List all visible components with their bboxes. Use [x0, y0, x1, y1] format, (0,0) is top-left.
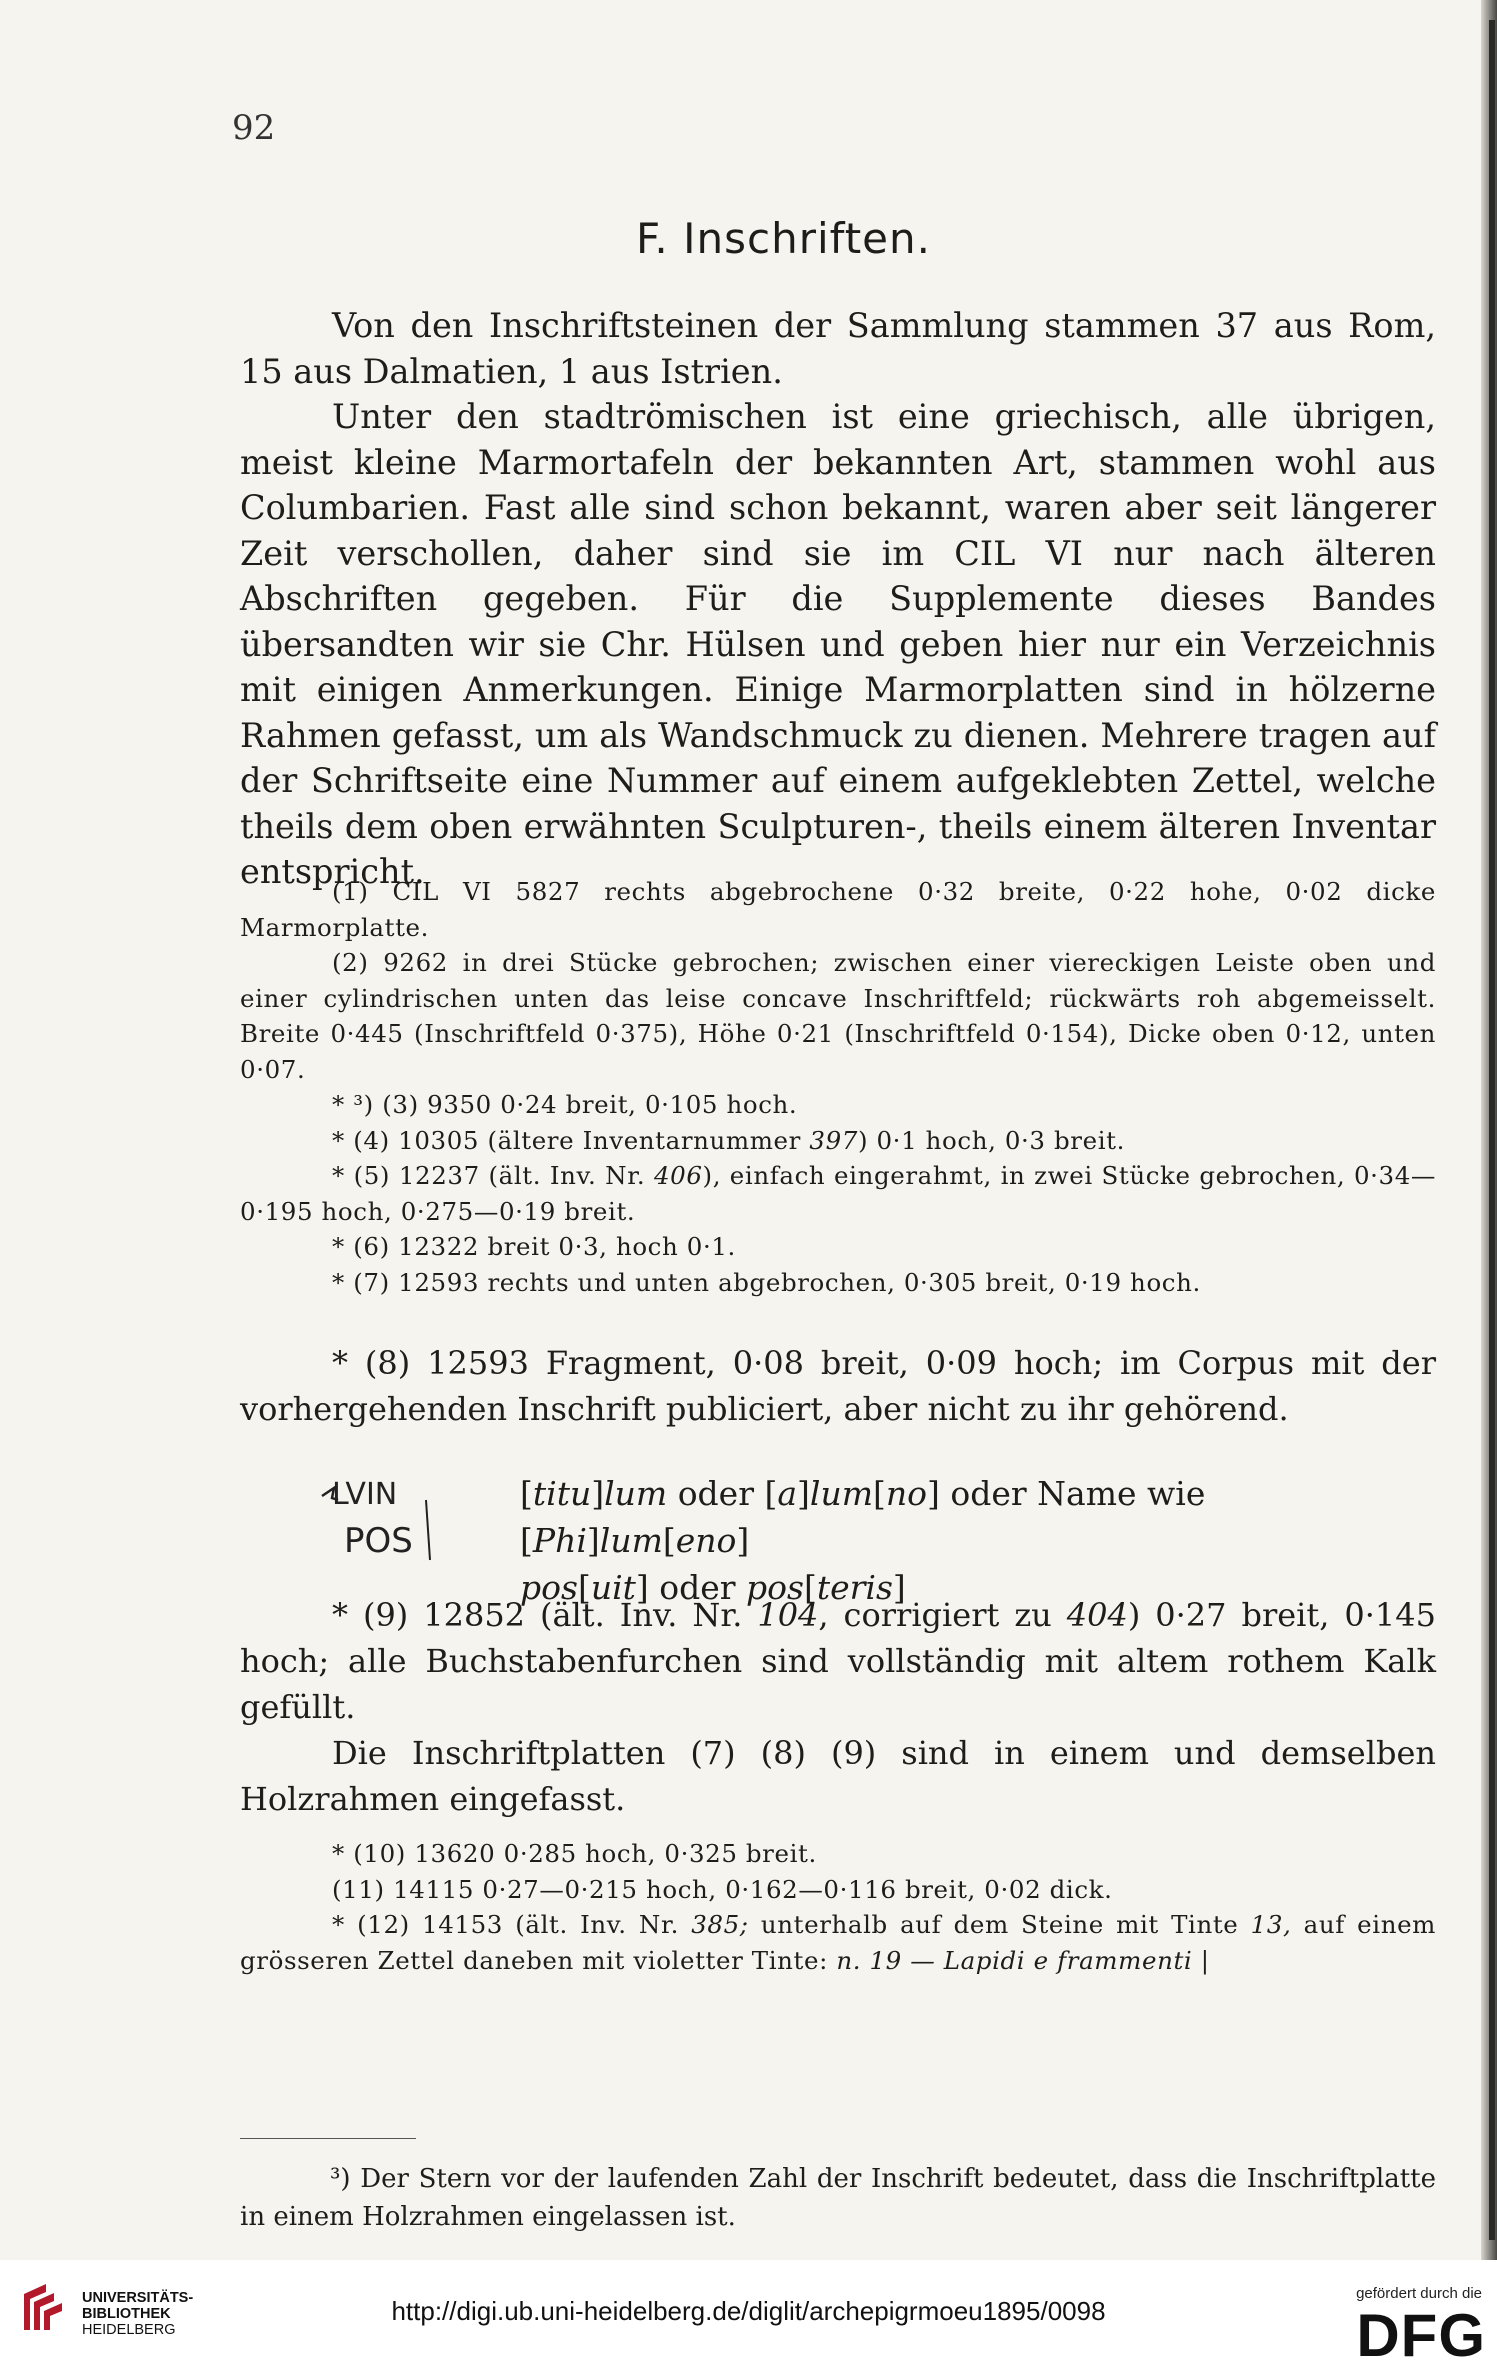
- entry-10: * (10) 13620 0·285 hoch, 0·325 breit.: [332, 1839, 817, 1868]
- section-title: F. Inschriften.: [636, 214, 931, 263]
- bracket: [: [577, 1568, 591, 1607]
- bracket: [: [662, 1521, 676, 1560]
- preserved-text: lum: [604, 1474, 668, 1513]
- library-line-2: BIBLIOTHEK: [82, 2306, 171, 2322]
- intro-paragraph-1: Von den Inschriftsteinen der Sammlung stammen 37 aus Rom, 15 aus Dalmatien, 1 aus Istrien.: [240, 306, 1436, 391]
- bracket: [: [803, 1568, 817, 1607]
- supplement: Phi: [532, 1521, 587, 1560]
- entry-9-inv-number: 104: [757, 1596, 819, 1634]
- bracket: ]: [586, 1521, 600, 1560]
- connector: oder [: [667, 1474, 778, 1513]
- entry-2: (2) 9262 in drei Stücke gebrochen; zwischen einer viereckigen Leiste oben und einer cylindrischen unten das leise concave Inschriftfeld; rückwärts roh abgemeisselt. Breite 0·445 (Inschriftfeld 0·375), Höhe 0·21 (Inschriftfeld 0·154), Dicke oben 0·12, unten 0·07.: [240, 948, 1436, 1084]
- entry-5: [240, 1158, 1436, 1229]
- intro-paragraph-2: Unter den stadtrömischen ist eine griechisch, alle übrigen, meist kleine Marmortafeln der bekannten Art, stammen wohl aus Columbarien. Fast alle sind schon bekannt, waren aber seit längerer Zeit verschollen, daher sind sie im CIL VI nur nach älteren Abschriften gegeben. Für die Supplemente dieses Bandes übersandten wir sie Chr. Hülsen und geben hier nur ein Verzeichnis mit einigen Anmerkungen. Einige Marmorplatten sind in hölzerne Rahmen gefasst, um als Wandschmuck zu dienen. Mehrere tragen auf der Schriftseite eine Nummer auf einem aufgeklebten Zettel, welche theils dem oben erwähnten Sculpturen-, theils einem älteren Inventar entspricht.: [240, 397, 1436, 891]
- entry-8: * (8) 12593 Fragment, 0·08 breit, 0·09 hoch; im Corpus mit der vorhergehenden Inschrift publiciert, aber nicht zu ihr gehörend.: [240, 1344, 1436, 1428]
- entries-list-1: [240, 874, 1436, 1300]
- funding-note: gefördert durch die: [1356, 2285, 1482, 2302]
- entry-5-text-a: * (5) 12237 (ält. Inv. Nr.: [332, 1161, 654, 1190]
- permalink-url[interactable]: http://digi.ub.uni-heidelberg.de/diglit/archepigrmoeu1895/0098: [391, 2296, 1106, 2326]
- footnote-block: [240, 2160, 1436, 2236]
- bracket: [: [873, 1474, 886, 1513]
- entry-9-text-b: , corrigiert zu: [818, 1596, 1067, 1634]
- entry-7: * (7) 12593 rechts und unten abgebrochen, 0·305 breit, 0·19 hoch.: [332, 1267, 1201, 1297]
- bracket: [: [520, 1474, 533, 1513]
- footnote: ³) Der Stern vor der laufenden Zahl der Inschrift bedeutet, dass die Inschriftplatte in einem Holzrahmen eingelassen ist.: [240, 2164, 1436, 2232]
- supplement: a: [777, 1474, 798, 1513]
- entry-4-text-b: ) 0·1 hoch, 0·3 breit.: [857, 1125, 1125, 1155]
- preserved-text: lum: [599, 1521, 663, 1560]
- preserved-text: pos: [520, 1568, 578, 1607]
- entry-12-text-a: * (12) 14153 (ält. Inv. Nr.: [332, 1910, 692, 1939]
- bracket: ]: [797, 1474, 810, 1513]
- library-line-3: HEIDELBERG: [82, 2322, 176, 2338]
- entry-3-star: * ³): [332, 1090, 374, 1119]
- entry-11: (11) 14115 0·27—0·215 hoch, 0·162—0·116 breit, 0·02 dick.: [332, 1874, 1113, 1904]
- entry-9-block: [240, 1592, 1436, 1822]
- entry-12-label-text: n. 19 — Lapidi e frammenti: [836, 1945, 1193, 1975]
- frames-note: Die Inschriftplatten (7) (8) (9) sind in einem und demselben Holzrahmen eingefasst.: [240, 1734, 1436, 1818]
- bracket: ]: [892, 1568, 906, 1607]
- connector: ] oder: [635, 1568, 747, 1607]
- supplement: uit: [590, 1568, 636, 1607]
- entry-9-corrected-number: 404: [1066, 1596, 1128, 1634]
- supplement: titu: [532, 1474, 592, 1513]
- bracket: ]: [736, 1521, 750, 1560]
- entry-1: (1) CIL VI 5827 rechts abgebrochene 0·32 breite, 0·22 hohe, 0·02 dicke Marmorplatte.: [240, 877, 1436, 942]
- inscription-sketch: [320, 1472, 450, 1562]
- reconstruction-text: [520, 1470, 1440, 1611]
- entry-6: * (6) 12322 breit 0·3, hoch 0·1.: [332, 1232, 736, 1261]
- entry-12-inv-number: 385;: [691, 1910, 749, 1939]
- entries-list-2: [240, 1836, 1436, 1978]
- entry-3-text: (3) 9350 0·24 breit, 0·105 hoch.: [382, 1090, 798, 1119]
- entry-5-inv-number: 406: [653, 1161, 703, 1190]
- connector: ] oder Name wie [: [520, 1474, 1206, 1560]
- page-number: 92: [232, 108, 276, 148]
- entry-12-text-c: auf einem grösseren Zettel daneben mit violetter Tinte:: [240, 1910, 1436, 1975]
- entry-4-inv-number: 397: [809, 1125, 858, 1155]
- entry-12-text-d: |: [1192, 1945, 1210, 1975]
- reconstruction-line-1: [520, 1470, 1440, 1564]
- inscription-line-1: LVIN: [332, 1477, 398, 1512]
- entry-3: [240, 1087, 1436, 1123]
- bracket: ]: [591, 1474, 605, 1513]
- supplement: eno: [675, 1521, 737, 1560]
- entry-9-text-a: * (9) 12852 (ält. Inv. Nr.: [332, 1596, 758, 1634]
- inscription-line-2: POS: [344, 1521, 413, 1561]
- intro-text: [240, 303, 1436, 895]
- entry-9-text-c: ) 0·27 breit, 0·145 hoch; alle Buchstabenfurchen sind vollständig mit altem rothem Kalk gefüllt.: [240, 1596, 1436, 1726]
- dfg-logo: DFG: [1356, 2302, 1486, 2369]
- entry-8-block: [240, 1340, 1436, 1432]
- preserved-text: pos: [746, 1568, 804, 1607]
- entry-4: [240, 1123, 1436, 1159]
- supplement: no: [885, 1474, 928, 1513]
- preserved-text: lum: [809, 1474, 874, 1513]
- entry-5-text-b: ), einfach eingerahmt, in zwei Stücke gebrochen, 0·34—0·195 hoch, 0·275—0·19 breit.: [240, 1161, 1436, 1226]
- library-line-1: UNIVERSITÄTS-: [82, 2290, 194, 2306]
- entry-4-text-a: * (4) 10305 (ältere Inventarnummer: [332, 1125, 810, 1155]
- entry-12-text-b: unterhalb auf dem Steine mit Tinte: [748, 1910, 1251, 1939]
- entry-12-ink-number: 13,: [1250, 1910, 1292, 1939]
- page-edge-binding: [1489, 20, 1495, 2240]
- supplement: teris: [816, 1568, 893, 1607]
- footnote-divider: [240, 2138, 416, 2139]
- entry-12: [240, 1907, 1436, 1978]
- entry-9: [240, 1592, 1436, 1730]
